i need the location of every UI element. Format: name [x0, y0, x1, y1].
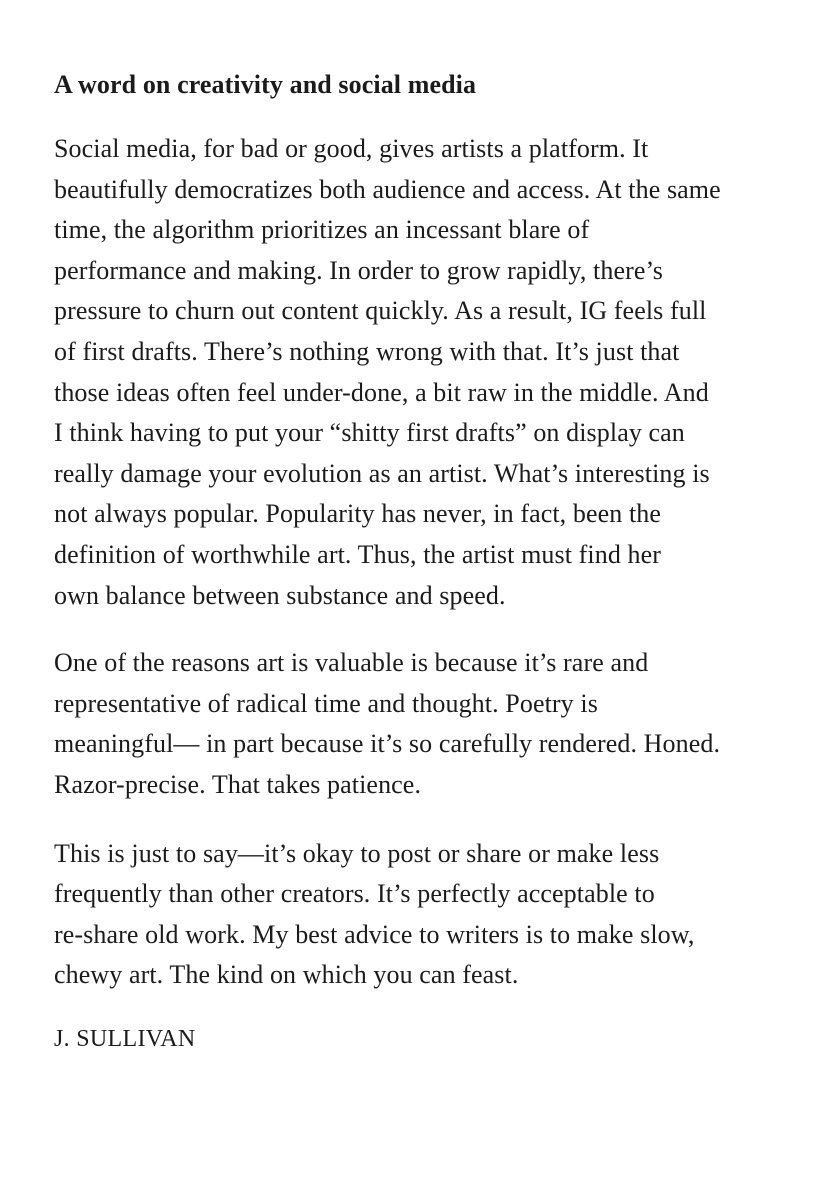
author-signature: J. SULLIVAN [54, 1025, 196, 1052]
text-line: One of the reasons art is valuable is because it’s rare and [54, 648, 649, 678]
text-line: chewy art. The kind on which you can feast. [54, 960, 519, 990]
text-line: not always popular. Popularity has never, in fact, been the [54, 499, 662, 529]
text-line: really damage your evolution as an artist. What’s interesting is [54, 458, 710, 488]
text-line: performance and making. In order to grow rapidly, there’s [54, 255, 664, 285]
article-title: A word on creativity and social media [54, 70, 477, 99]
text-line: This is just to say—it’s okay to post or share or make less [54, 838, 660, 868]
text-line: beautifully democratizes both audience and access. At the same [54, 174, 721, 204]
text-line: definition of worthwhile art. Thus, the artist must find her [54, 539, 662, 569]
paragraph-social-media [54, 129, 794, 616]
text-line: Razor-precise. That takes patience. [54, 769, 422, 799]
text-line: I think having to put your “shitty first drafts” on display can [54, 418, 685, 448]
text-line: Social media, for bad or good, gives artists a platform. It [54, 134, 649, 163]
text-line: representative of radical time and thought. Poetry is [54, 688, 598, 718]
paragraph-art-value [54, 643, 794, 805]
article-body [54, 66, 794, 1056]
text-line: those ideas often feel under-done, a bit raw in the middle. And [54, 377, 709, 407]
text-line: meaningful— in part because it’s so carefully rendered. Honed. [54, 729, 721, 759]
text-line: of first drafts. There’s nothing wrong with that. It’s just that [54, 336, 680, 366]
text-line: own balance between substance and speed. [54, 580, 506, 610]
text-line: pressure to churn out content quickly. As a result, IG feels full [54, 296, 707, 326]
text-line: re-share old work. My best advice to writers is to make slow, [54, 919, 695, 949]
text-line: time, the algorithm prioritizes an incessant blare of [54, 215, 590, 245]
paragraph-advice [54, 834, 794, 996]
text-line: frequently than other creators. It’s perfectly acceptable to [54, 879, 655, 909]
